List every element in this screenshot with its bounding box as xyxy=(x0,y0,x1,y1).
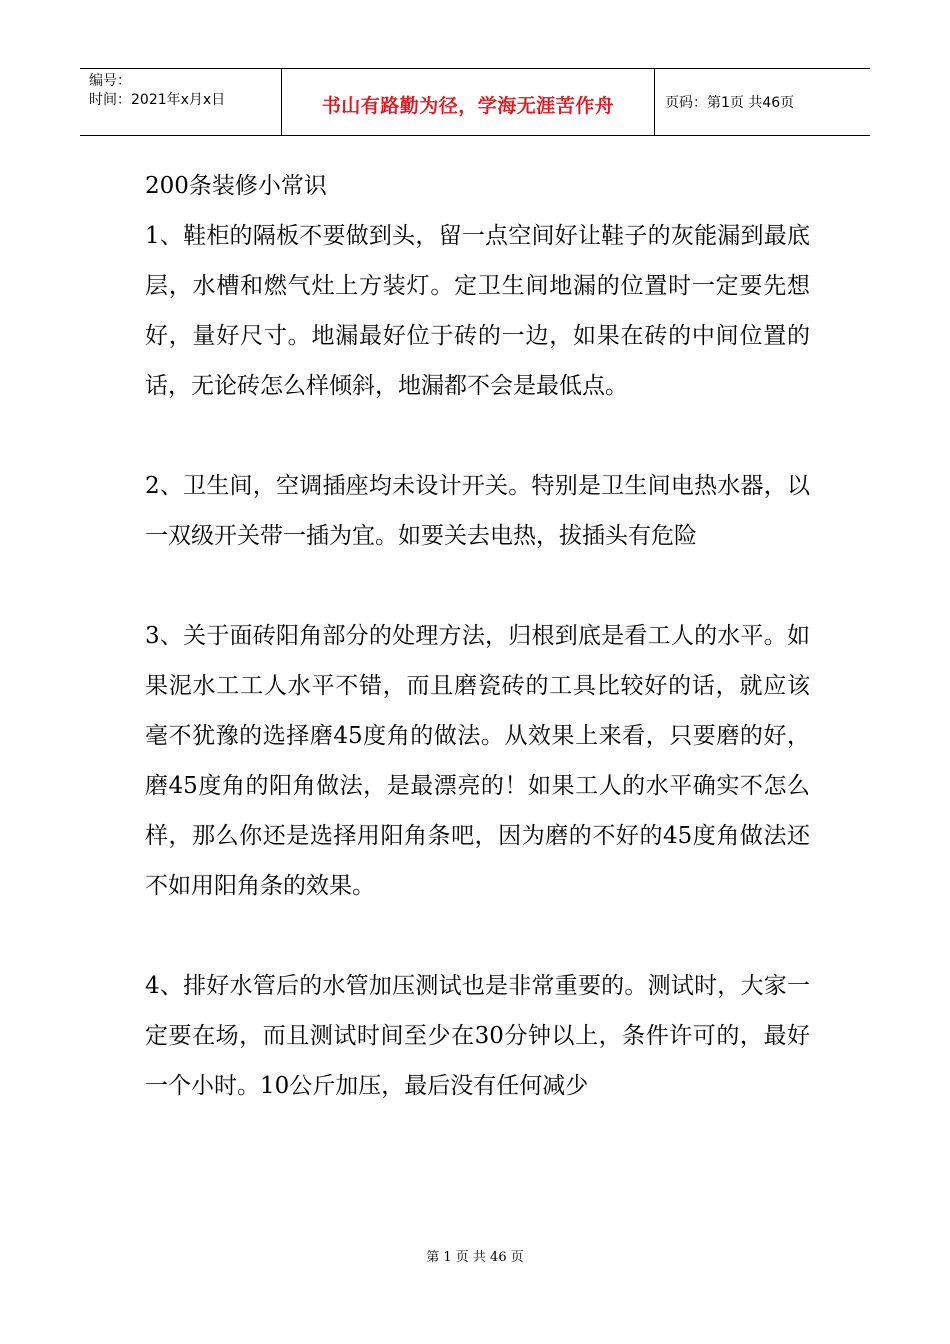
header-motto: 书山有路勤为径，学海无涯苦作舟 xyxy=(321,94,615,117)
header-page-info: 页码：第1页 共46页 xyxy=(665,95,795,111)
header-motto-cell xyxy=(282,69,655,135)
number-label: 编号： xyxy=(89,73,131,89)
footer-page-number: 第 1 页 共 46 页 xyxy=(426,1250,524,1265)
time-label: 时间：2021年x月x日 xyxy=(89,92,226,108)
document-title: 200条装修小常识 xyxy=(145,173,327,199)
paragraph-2: 2、卫生间，空调插座均未设计开关。特别是卫生间电热水器，以一双级开关带一插为宜。如要关去电热，拔插头有危险 xyxy=(145,473,810,549)
paragraph-1: 1、鞋柜的隔板不要做到头，留一点空间好让鞋子的灰能漏到最底层，水槽和燃气灶上方装灯。定卫生间地漏的位置时一定要先想好，量好尺寸。地漏最好位于砖的一边，如果在砖的中间位置的话，无论砖怎么样倾斜，地漏都不会是最低点。 xyxy=(145,223,810,399)
header-page-cell xyxy=(655,69,870,135)
paragraph-3: 3、关于面砖阳角部分的处理方法，归根到底是看工人的水平。如果泥水工工人水平不错，而且磨瓷砖的工具比较好的话，就应该毫不犹豫的选择磨45度角的做法。从效果上来看，只要磨的好，磨45度角的阳角做法，是最漂亮的！如果工人的水平确实不怎么样，那么你还是选择用阳角条吧，因为磨的不好的45度角做法还不如用阳角条的效果。 xyxy=(145,623,810,899)
paragraph-4: 4、排好水管后的水管加压测试也是非常重要的。测试时，大家一定要在场，而且测试时间至少在30分钟以上，条件许可的，最好一个小时。10公斤加压，最后没有任何减少 xyxy=(145,973,810,1099)
document-body xyxy=(145,161,810,1111)
header-meta xyxy=(80,69,282,135)
page-footer xyxy=(0,1246,950,1265)
document-header xyxy=(80,68,870,136)
